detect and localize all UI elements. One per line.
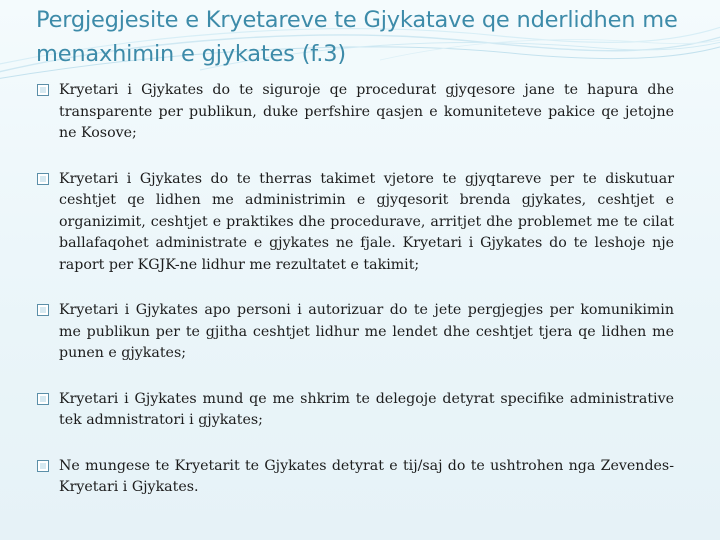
bullet-item bbox=[37, 389, 674, 432]
bullet-item bbox=[37, 169, 674, 277]
bullet-item bbox=[37, 300, 674, 365]
slide-title: Pergjegjesite e Kryetareve te Gjykatave qe nderlidhen me menaxhimin e gjykates (f.3) bbox=[36, 7, 678, 67]
bullet-text: Kryetari i Gjykates do te therras takimet vjetore te gjyqtareve per te diskutuar ceshtjet qe lidhen me administrimin e gjyqesorit brenda gjykates, ceshtjet e organizimit, ceshtjet e praktikes dhe procedurave, arritjet dhe problemet me te cilat ballafaqohet administrate e gjykates ne fjale. Kryetari i Gjykates do te leshoje nje raport per KGJK-ne lidhur me rezultatet e takimit; bbox=[59, 170, 674, 273]
bullet-text: Ne mungese te Kryetarit te Gjykates detyrat e tij/saj do te ushtrohen nga Zevendes-Kryetari i Gjykates. bbox=[59, 457, 674, 495]
bullet-text: Kryetari i Gjykates mund qe me shkrim te delegoje detyrat specifike administrative tek admnistratori i gjykates; bbox=[59, 390, 674, 428]
square-bullet-icon bbox=[37, 84, 49, 96]
square-bullet-icon bbox=[37, 460, 49, 472]
square-bullet-icon bbox=[37, 393, 49, 405]
bullet-text: Kryetari i Gjykates apo personi i autorizuar do te jete pergjegjes per komunikimin me publikun per te gjitha ceshtjet lidhur me lendet dhe ceshtjet tjera qe lidhen me punen e gjykates; bbox=[59, 302, 674, 361]
square-bullet-icon bbox=[37, 304, 49, 316]
bullet-list bbox=[37, 80, 674, 499]
bullet-item bbox=[37, 456, 674, 499]
bullet-text: Kryetari i Gjykates do te siguroje qe procedurat gjyqesore jane te hapura dhe transparente per publikun, duke perfshire qasjen e komuniteteve pakice qe jetojne ne Kosove; bbox=[59, 82, 674, 141]
bullet-item bbox=[37, 80, 674, 145]
square-bullet-icon bbox=[37, 173, 49, 185]
